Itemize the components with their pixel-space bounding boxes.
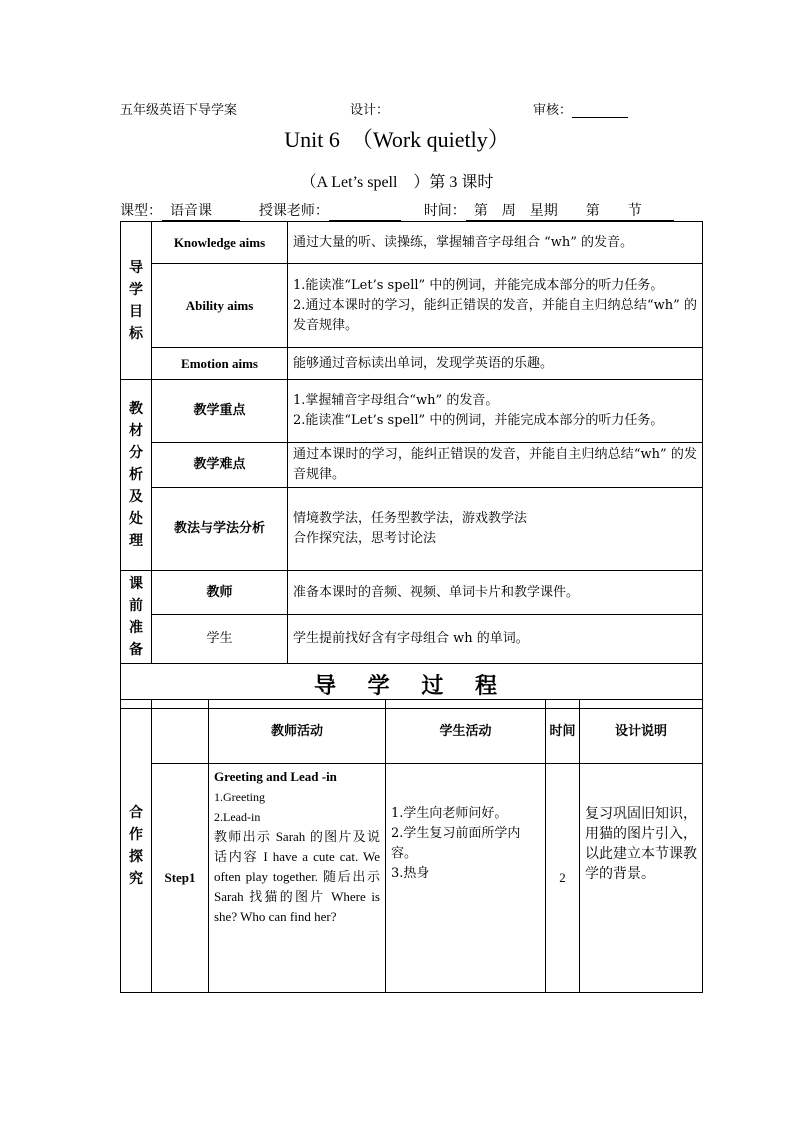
analysis-label: 教 材 分 析 及 处 理	[121, 380, 152, 571]
goal-row-ability	[121, 264, 703, 348]
prep-text: 准备本课时的音频、视频、单词卡片和教学课件。	[288, 571, 703, 615]
goal-row-emotion	[121, 348, 703, 380]
analysis-name: 教学难点	[152, 443, 288, 488]
goal-text	[288, 264, 703, 348]
step-student-line: 2.学生复习前面所学内容。	[391, 826, 521, 861]
type-value: 语音课	[162, 200, 240, 221]
analysis-row-methods	[121, 488, 703, 571]
header-design: 设计说明	[580, 700, 703, 764]
step-teacher-line: 1.Greeting	[214, 790, 265, 804]
process-step-row	[121, 764, 703, 993]
header-time: 时间	[546, 700, 580, 764]
process-table	[120, 699, 703, 993]
prep-text: 学生提前找好含有字母组合 wh 的单词。	[288, 615, 703, 664]
goal-text: 通过大量的听、读操练，掌握辅音字母组合 “wh” 的发音。	[288, 222, 703, 264]
header-teacher: 教师活动	[209, 700, 386, 764]
goal-name: Knowledge aims	[152, 222, 288, 264]
analysis-name: 教学重点	[152, 380, 288, 443]
time-label: 时间：	[423, 203, 466, 219]
goal-text: 能够通过音标读出单词，发现学英语的乐趣。	[288, 348, 703, 380]
goal-name: Ability aims	[152, 264, 288, 348]
analysis-line: 2.能读准“Let’s spell” 中的例词，并能完成本部分的听力任务。	[293, 413, 664, 428]
header-student: 学生活动	[386, 700, 546, 764]
doc-header-design: 设计：	[350, 103, 390, 118]
doc-header-left: 五年级英语下导学案	[120, 103, 238, 118]
prep-name: 教师	[152, 571, 288, 615]
analysis-row-difficulty	[121, 443, 703, 488]
step-student-line: 1.学生向老师问好。	[391, 806, 508, 821]
process-label: 合 作 探 究	[121, 700, 152, 993]
review-label: 审核：	[533, 103, 573, 118]
teacher-blank	[329, 205, 401, 221]
process-header-row	[121, 700, 703, 764]
goals-label: 导 学 目 标	[121, 222, 152, 380]
step-design: 复习巩固旧知识，用猫的图片引入，以此建立本节课教学的背景。	[580, 764, 703, 993]
step-teacher-line: 教师出示 Sarah 的图片及说话内容 I have a cute cat. We often play together. 随后出示 Sarah 找猫的图片 Where is she? Who can find her?	[214, 829, 380, 924]
process-header-blank	[152, 700, 209, 764]
time-value: 第 周 星期 第 节	[466, 200, 674, 221]
prep-row-teacher	[121, 571, 703, 615]
step-teacher-line: 2.Lead-in	[214, 810, 261, 824]
analysis-line: 合作探究法，思考讨论法	[293, 531, 437, 546]
goal-line: 2.通过本课时的学习，能纠正错误的发音，并能自主归纳总结“wh” 的发音规律。	[293, 297, 697, 333]
review-blank	[572, 105, 628, 118]
step-student-line: 3.热身	[391, 866, 430, 881]
step-time: 2	[546, 764, 580, 993]
teacher-label: 授课老师：	[258, 203, 329, 219]
doc-header-review	[533, 99, 628, 118]
lesson-meta	[120, 200, 674, 221]
step-student-activity	[386, 764, 546, 993]
page-title: Unit 6 （Work quietly）	[284, 127, 510, 152]
analysis-text: 通过本课时的学习，能纠正错误的发音，并能自主归纳总结“wh” 的发音规律。	[288, 443, 703, 488]
step-teacher-activity	[209, 764, 386, 993]
analysis-name: 教法与学法分析	[152, 488, 288, 571]
step-name: Step1	[152, 764, 209, 993]
prep-label: 课 前 准 备	[121, 571, 152, 664]
goal-row-knowledge	[121, 222, 703, 264]
prep-row-student	[121, 615, 703, 664]
type-label: 课型：	[120, 203, 162, 219]
goal-line: 1.能读准“Let’s spell” 中的例词，并能完成本部分的听力任务。	[293, 277, 664, 293]
step-teacher-title: Greeting and Lead -in	[214, 769, 337, 784]
analysis-text	[288, 380, 703, 443]
page-subtitle: （A Let’s spell ）第 3 课时	[300, 174, 494, 191]
goal-name: Emotion aims	[152, 348, 288, 380]
process-title: 导 学 过 程	[121, 664, 703, 709]
lesson-plan-table	[120, 221, 703, 709]
analysis-line: 1.掌握辅音字母组合“wh” 的发音。	[293, 393, 499, 408]
analysis-text	[288, 488, 703, 571]
analysis-line: 情境教学法，任务型教学法，游戏教学法	[293, 511, 528, 526]
prep-name: 学生	[152, 615, 288, 664]
analysis-row-key	[121, 380, 703, 443]
